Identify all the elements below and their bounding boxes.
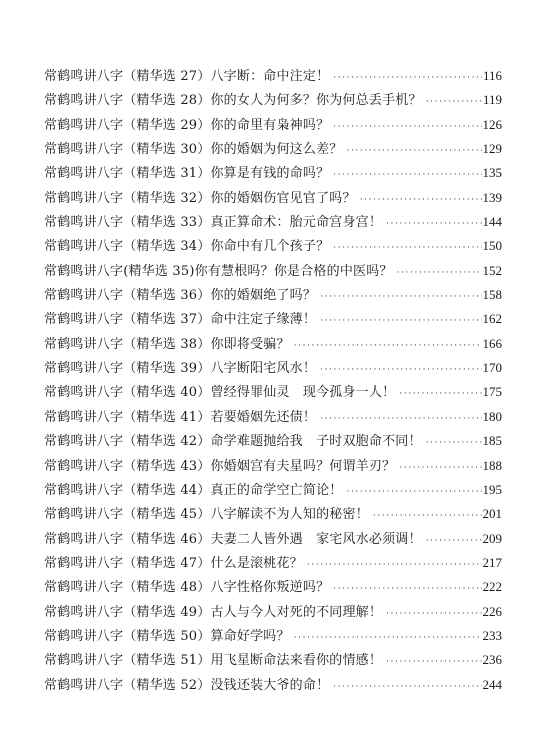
toc-entry[interactable] [44,333,502,357]
toc-entry-title: 常鹤鸣讲八字(精华选 35)你有慧根吗？你是合格的中医吗？ [44,263,393,279]
toc-entry-page-number: 185 [482,433,502,449]
toc-entry-title: 常鹤鸣讲八字（精华选 39）八字断阳宅风水！ [44,361,317,377]
toc-entry-title: 常鹤鸣讲八字（精华选 47）什么是滚桃花？ [44,555,303,571]
dot-leader [426,97,482,107]
dot-leader [386,609,481,619]
toc-entry-page-number: 226 [482,603,502,619]
toc-entry[interactable] [44,552,502,576]
toc-entry-title: 常鹤鸣讲八字（精华选 43）你婚姻宫有夫星吗？何谓羊刃？ [44,458,396,474]
toc-entry[interactable] [44,65,502,89]
toc-entry-page-number: 152 [482,262,502,278]
dot-leader [386,219,481,229]
toc-entry[interactable] [44,114,502,138]
toc-entry-page-number: 129 [482,141,502,157]
dot-leader [399,463,481,473]
toc-entry[interactable] [44,211,502,235]
toc-entry[interactable] [44,528,502,552]
toc-entry-title: 常鹤鸣讲八字（精华选 27）八字断：命中注定！ [44,69,330,84]
toc-entry-page-number: 201 [482,506,502,522]
toc-entry-page-number: 195 [482,481,502,497]
toc-entry[interactable] [44,649,502,673]
toc-entry[interactable] [44,260,502,284]
dot-leader [386,657,481,667]
toc-entry[interactable] [44,455,502,479]
toc-entry[interactable] [44,503,502,527]
toc-entry[interactable] [44,479,502,503]
toc-entry-title: 常鹤鸣讲八字（精华选 45）八字解读不为人知的秘密！ [44,507,369,523]
dot-leader [320,365,481,375]
toc-entry-page-number: 175 [482,384,502,400]
toc-entry-page-number: 166 [482,335,502,351]
toc-entry-title: 常鹤鸣讲八字（精华选 33）真正算命术：胎元命宫身宫！ [44,215,383,231]
dot-leader [399,389,481,399]
toc-entry[interactable] [44,235,502,259]
toc-entry-title: 常鹤鸣讲八字（精华选 50）算命好学吗？ [44,628,290,644]
toc-entry[interactable] [44,576,502,600]
toc-entry-page-number: 170 [482,360,502,376]
toc-entry-title: 常鹤鸣讲八字（精华选 36）你的婚姻绝了吗？ [44,288,317,304]
toc-entry[interactable] [44,308,502,332]
dot-leader [294,633,482,643]
toc-entry-title: 常鹤鸣讲八字（精华选 52）没钱还装大爷的命！ [44,677,330,693]
toc-entry-title: 常鹤鸣讲八字（精华选 30）你的婚姻为何这么差？ [44,142,343,158]
toc-entry-page-number: 135 [482,165,502,181]
toc-entry[interactable] [44,187,502,211]
toc-entry-page-number: 217 [482,554,502,570]
toc-entry[interactable] [44,674,502,698]
dot-leader [333,73,482,83]
toc-entry-title: 常鹤鸣讲八字（精华选 31）你算是有钱的命吗？ [44,166,330,182]
dot-leader [373,511,482,521]
toc-entry-title: 常鹤鸣讲八字（精华选 42）命学难题抛给我 子时双胞命不同！ [44,434,422,450]
toc-entry-page-number: 158 [482,287,502,303]
dot-leader [426,536,482,546]
toc-entry-page-number: 126 [482,116,502,132]
toc-entry-title: 常鹤鸣讲八字（精华选 34）你命中有几个孩子？ [44,239,330,255]
toc-entry-page-number: 162 [482,311,502,327]
toc-entry-title: 常鹤鸣讲八字（精华选 32）你的婚姻伤官见官了吗？ [44,190,356,206]
dot-leader [320,316,481,326]
dot-leader [333,682,481,692]
toc-entry-title: 常鹤鸣讲八字（精华选 40）曾经得罪仙灵 现今孤身一人！ [44,385,396,401]
toc-entry[interactable] [44,284,502,308]
dot-leader [346,487,481,497]
dot-leader [294,341,482,351]
dot-leader [307,560,482,570]
dot-leader [333,122,481,132]
toc-entry-title: 常鹤鸣讲八字（精华选 28）你的女人为何多？你为何总丢手机？ [44,93,422,109]
toc-entry-title: 常鹤鸣讲八字（精华选 44）真正的命学空亡简论！ [44,482,343,498]
toc-entry-page-number: 119 [482,92,502,108]
toc-entry-page-number: 144 [482,214,502,230]
dot-leader [426,438,482,448]
toc-entry-page-number: 236 [482,652,502,668]
dot-leader [333,170,481,180]
table-of-contents [44,65,502,698]
dot-leader [397,268,482,278]
toc-entry-title: 常鹤鸣讲八字（精华选 49）古人与今人对死的不同理解！ [44,604,383,620]
toc-entry[interactable] [44,381,502,405]
dot-leader [320,414,481,424]
toc-entry[interactable] [44,357,502,381]
toc-entry[interactable] [44,89,502,113]
toc-entry[interactable] [44,625,502,649]
dot-leader [346,146,481,156]
toc-entry-page-number: 222 [482,579,502,595]
toc-entry-page-number: 233 [482,627,502,643]
toc-entry-title: 常鹤鸣讲八字（精华选 46）夫妻二人皆外遇 家宅风水必须调！ [44,531,422,547]
toc-entry-title: 常鹤鸣讲八字（精华选 51）用飞星断命法来看你的情感！ [44,653,383,669]
toc-entry[interactable] [44,162,502,186]
toc-entry-page-number: 116 [482,68,502,83]
dot-leader [333,243,481,253]
toc-entry-title: 常鹤鸣讲八字（精华选 29）你的命里有枭神吗？ [44,117,330,133]
toc-entry-title: 常鹤鸣讲八字（精华选 48）八字性格你叛逆吗？ [44,580,330,596]
toc-entry-page-number: 209 [482,530,502,546]
toc-entry-page-number: 180 [482,408,502,424]
toc-entry-page-number: 244 [482,676,502,692]
toc-entry[interactable] [44,406,502,430]
dot-leader [333,584,481,594]
dot-leader [360,195,482,205]
toc-entry[interactable] [44,138,502,162]
toc-entry-title: 常鹤鸣讲八字（精华选 41）若要婚姻先还债！ [44,409,317,425]
toc-entry-page-number: 188 [482,457,502,473]
toc-entry[interactable] [44,601,502,625]
toc-entry[interactable] [44,430,502,454]
toc-entry-title: 常鹤鸣讲八字（精华选 37）命中注定子缘薄！ [44,312,317,328]
toc-entry-page-number: 150 [482,238,502,254]
toc-entry-title: 常鹤鸣讲八字（精华选 38）你即将受骗？ [44,336,290,352]
toc-entry-page-number: 139 [482,189,502,205]
dot-leader [320,292,481,302]
